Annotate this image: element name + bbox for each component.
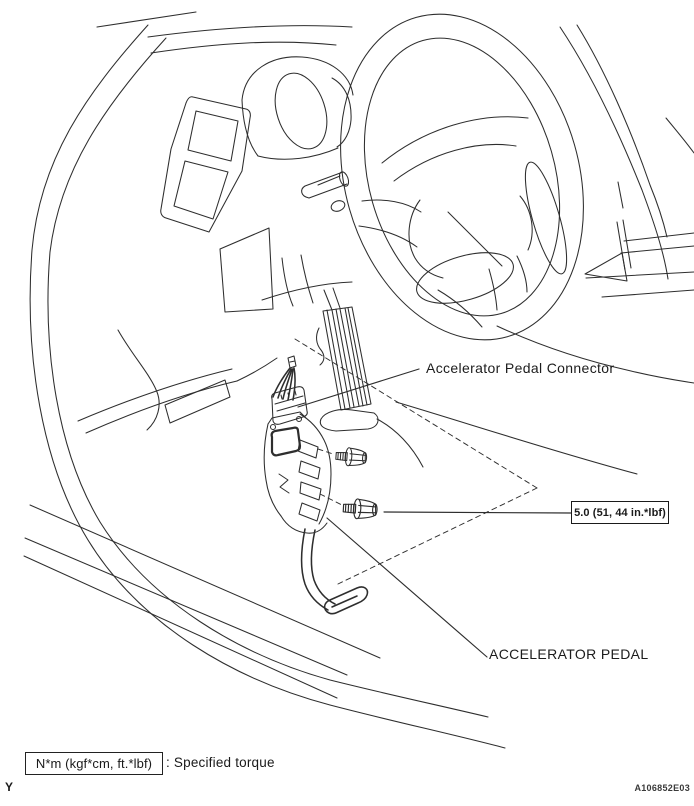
drawing-code: A106852E03 (634, 783, 690, 793)
cabin-frame-lines (30, 12, 505, 748)
gauge-dial (266, 66, 336, 155)
page-marker: Y (5, 780, 14, 794)
instrument-cluster-hood (242, 57, 353, 159)
brake-pedal (317, 288, 423, 467)
torque-legend-symbol-box: N*m (kgf*cm, ft.*lbf) (25, 752, 163, 775)
pedal-position-sensor (272, 428, 300, 456)
right-door-panel (497, 25, 694, 383)
pedal-callout-label: ACCELERATOR PEDAL (489, 646, 649, 662)
pedal-arm (302, 529, 368, 614)
mounting-bolt-upper (335, 447, 367, 467)
torque-spec-box: 5.0 (51, 44 in.*lbf) (571, 501, 669, 524)
steering-wheel (304, 0, 620, 369)
mounting-bolt-lower (343, 498, 378, 520)
dashboard (78, 97, 637, 474)
pedal-connector-wires (273, 368, 295, 400)
callout-leader-lines (298, 369, 571, 657)
connector-callout-label: Accelerator Pedal Connector (426, 360, 615, 376)
torque-legend-description: : Specified torque (166, 755, 275, 770)
